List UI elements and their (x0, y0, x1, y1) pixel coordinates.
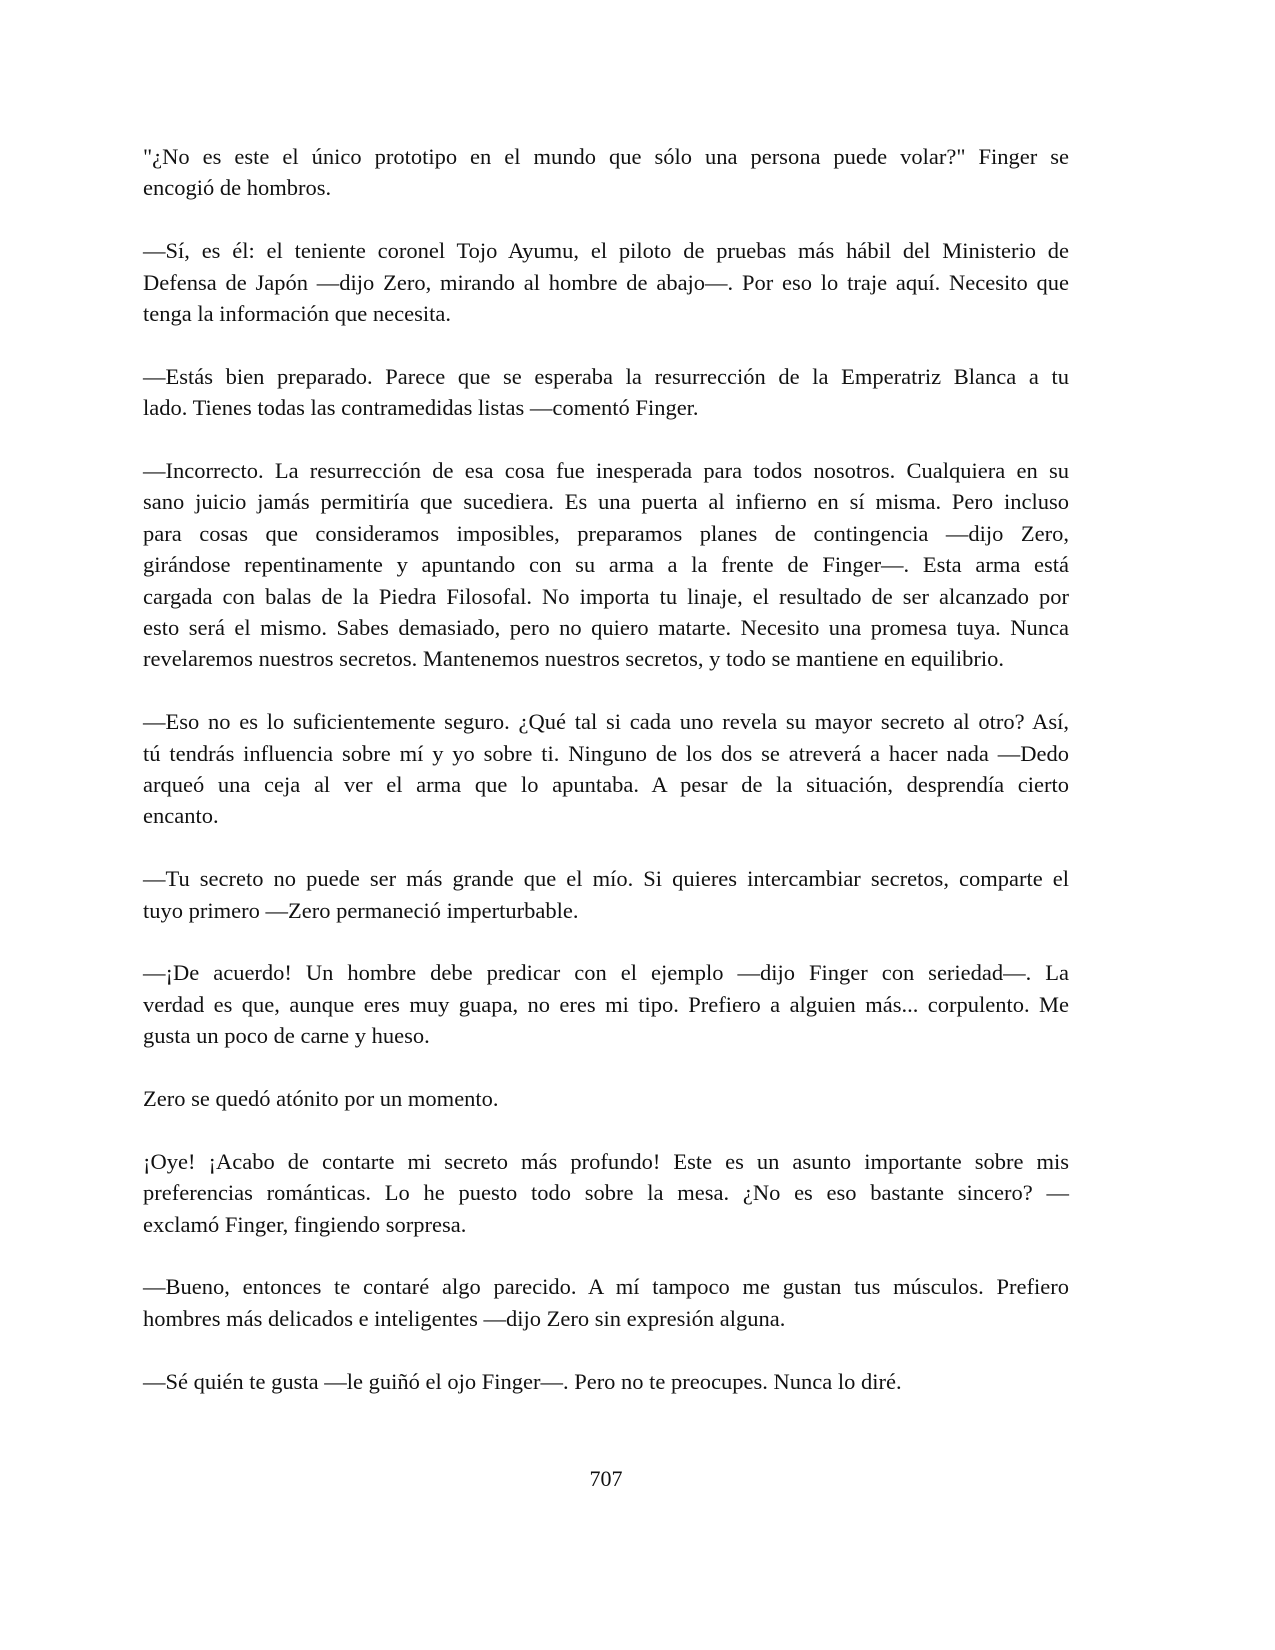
text-line: tenga la información que necesita. (143, 301, 451, 327)
text-line: girándose repentinamente y apuntando con su arma a la frente de Finger—. Esta arma está (143, 552, 1069, 578)
text-line: encogió de hombros. (143, 175, 332, 201)
paragraph (143, 863, 1069, 926)
text-line: revelaremos nuestros secretos. Mantenemos nuestros secretos, y todo se mantiene en equilibrio. (143, 646, 1005, 672)
text-line: —Bueno, entonces te contaré algo parecido. A mí tampoco me gustan tus músculos. Prefiero (143, 1274, 1069, 1300)
text-line: Zero se quedó atónito por un momento. (143, 1086, 499, 1112)
page-body (143, 141, 1069, 1428)
text-line: cargada con balas de la Piedra Filosofal. No importa tu linaje, el resultado de ser alcanzado por (143, 583, 1069, 609)
paragraph (143, 1083, 1069, 1114)
text-line: —¡De acuerdo! Un hombre debe predicar con el ejemplo —dijo Finger con seriedad—. La (143, 960, 1069, 986)
text-line: Defensa de Japón —dijo Zero, mirando al hombre de abajo—. Por eso lo traje aquí. Necesito que (143, 269, 1069, 295)
paragraph (143, 1366, 1069, 1397)
text-line: gusta un poco de carne y hueso. (143, 1023, 430, 1049)
text-line: tú tendrás influencia sobre mí y yo sobre ti. Ninguno de los dos se atreverá a hacer nada —Dedo (143, 740, 1069, 766)
text-line: esto será el mismo. Sabes demasiado, pero no quiero matarte. Necesito una promesa tuya. Nunca (143, 615, 1069, 641)
text-line: —Sé quién te gusta —le guiñó el ojo Finger—. Pero no te preocupes. Nunca lo diré. (143, 1368, 902, 1394)
paragraph (143, 141, 1069, 204)
text-line: sano juicio jamás permitiría que sucediera. Es una puerta al infierno en sí misma. Pero incluso (143, 489, 1069, 515)
text-line: —Tu secreto no puede ser más grande que el mío. Si quieres intercambiar secretos, comparte el (143, 866, 1069, 892)
text-line: hombres más delicados e inteligentes —dijo Zero sin expresión alguna. (143, 1305, 786, 1331)
text-line: —Sí, es él: el teniente coronel Tojo Ayumu, el piloto de pruebas más hábil del Ministerio de (143, 238, 1069, 264)
paragraph (143, 957, 1069, 1051)
paragraph (143, 1146, 1069, 1240)
paragraph (143, 361, 1069, 424)
text-line: verdad es que, aunque eres muy guapa, no eres mi tipo. Prefiero a alguien más... corpulento. Me (143, 991, 1069, 1017)
text-line: tuyo primero —Zero permaneció imperturbable. (143, 897, 579, 923)
paragraph (143, 706, 1069, 832)
text-line: arqueó una ceja al ver el arma que lo apuntaba. A pesar de la situación, desprendía cierto (143, 772, 1069, 798)
paragraph (143, 455, 1069, 675)
text-line: exclamó Finger, fingiendo sorpresa. (143, 1211, 467, 1237)
text-line: ¡Oye! ¡Acabo de contarte mi secreto más profundo! Este es un asunto importante sobre mis (143, 1148, 1069, 1174)
page-number: 707 (589, 1466, 623, 1491)
text-line: lado. Tienes todas las contramedidas listas —comentó Finger. (143, 395, 699, 421)
paragraph (143, 1271, 1069, 1334)
text-line: —Incorrecto. La resurrección de esa cosa fue inesperada para todos nosotros. Cualquiera en su (143, 458, 1069, 484)
text-line: "¿No es este el único prototipo en el mundo que sólo una persona puede volar?" Finger se (143, 144, 1069, 169)
text-line: encanto. (143, 803, 219, 829)
text-line: —Estás bien preparado. Parece que se esperaba la resurrección de la Emperatriz Blanca a tu (143, 363, 1069, 389)
text-line: —Eso no es lo suficientemente seguro. ¿Qué tal si cada uno revela su mayor secreto al otro? Así, (143, 709, 1069, 735)
text-line: preferencias románticas. Lo he puesto todo sobre la mesa. ¿No es eso bastante sincero? — (143, 1180, 1069, 1206)
text-line: para cosas que consideramos imposibles, preparamos planes de contingencia —dijo Zero, (143, 520, 1069, 546)
paragraph (143, 235, 1069, 329)
